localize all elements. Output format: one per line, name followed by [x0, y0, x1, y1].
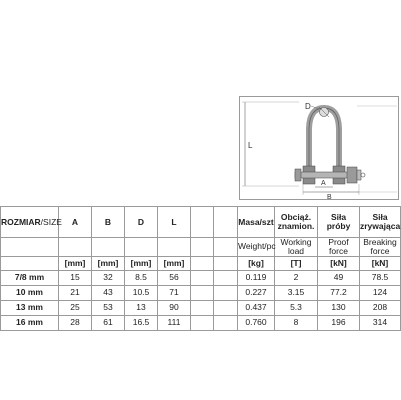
size-subtitle-cell	[1, 238, 59, 257]
cell-mass: 0.760	[238, 315, 275, 330]
size-header-pl: ROZMIAR	[1, 216, 41, 227]
cell-empty	[214, 270, 238, 285]
sub-b	[92, 238, 125, 257]
col-header-break	[360, 207, 401, 238]
cell-l: 90	[158, 300, 191, 315]
col-header-a: A	[59, 207, 92, 238]
subtitle-row	[1, 238, 401, 257]
cell-l: 111	[158, 315, 191, 330]
sub-e2	[214, 238, 238, 257]
wll-title-2: znamion.	[277, 221, 315, 231]
header-row	[1, 207, 401, 238]
table-row	[1, 300, 401, 315]
size-header	[1, 207, 62, 238]
cell-proof: 49	[318, 270, 360, 285]
col-header-proof: Siła próby	[318, 207, 360, 238]
wll-subtitle: Working load	[275, 238, 318, 257]
wll-title-1: Obciąż.	[280, 212, 312, 223]
sub-d	[125, 238, 158, 257]
sub-a	[59, 238, 92, 257]
mass-subtitle: Weight/pc	[238, 238, 275, 257]
cell-size: 10 mm	[1, 285, 59, 300]
label-d: D	[305, 102, 311, 111]
sub-l	[158, 238, 191, 257]
cell-mass: 0.437	[238, 300, 275, 315]
break-subtitle: Breaking force	[360, 238, 401, 257]
cell-wll: 2	[275, 270, 318, 285]
units-row	[1, 256, 401, 270]
cell-empty	[191, 270, 214, 285]
size-units-cell	[1, 256, 59, 270]
shackle-nut	[347, 167, 357, 183]
cell-empty	[214, 315, 238, 330]
col-header-b: B	[92, 207, 125, 238]
label-l: L	[248, 141, 253, 150]
size-header-sep: /	[40, 216, 44, 227]
spec-table	[0, 206, 401, 331]
col-header-d: D	[125, 207, 158, 238]
cell-size: 16 mm	[1, 315, 59, 330]
cell-a: 25	[59, 300, 92, 315]
proof-subtitle: Proof force	[318, 238, 360, 257]
unit-a: [mm]	[59, 256, 92, 270]
unit-e1	[191, 256, 214, 270]
cell-l: 71	[158, 285, 191, 300]
cell-mass: 0.119	[238, 270, 275, 285]
sub-e1	[191, 238, 214, 257]
cell-proof: 130	[318, 300, 360, 315]
cell-empty	[191, 315, 214, 330]
shackle-diagram	[239, 96, 399, 200]
table-row	[1, 315, 401, 330]
cell-break: 78.5	[360, 270, 401, 285]
cell-break: 208	[360, 300, 401, 315]
empty-col-1	[191, 207, 214, 238]
cell-d: 13	[125, 300, 158, 315]
cell-empty	[191, 285, 214, 300]
cell-wll: 3.15	[275, 285, 318, 300]
cell-proof: 77.2	[318, 285, 360, 300]
size-header-en: SIZE	[43, 216, 62, 227]
cell-empty	[214, 285, 238, 300]
cell-mass: 0.227	[238, 285, 275, 300]
cell-b: 32	[92, 270, 125, 285]
table-row	[1, 270, 401, 285]
col-header-l: L	[158, 207, 191, 238]
cell-d: 16.5	[125, 315, 158, 330]
cell-proof: 196	[318, 315, 360, 330]
col-header-mass: Masa/szt	[238, 207, 275, 238]
cell-empty	[214, 300, 238, 315]
cell-b: 43	[92, 285, 125, 300]
cell-a: 28	[59, 315, 92, 330]
cell-d: 8.5	[125, 270, 158, 285]
unit-d: [mm]	[125, 256, 158, 270]
cell-size: 7/8 mm	[1, 270, 59, 285]
cell-l: 56	[158, 270, 191, 285]
label-a: A	[321, 180, 326, 187]
empty-col-2	[214, 207, 238, 238]
cell-d: 10.5	[125, 285, 158, 300]
label-b: B	[327, 194, 332, 201]
cell-size: 13 mm	[1, 300, 59, 315]
cell-wll: 8	[275, 315, 318, 330]
unit-mass: [kg]	[238, 256, 275, 270]
col-header-wll	[275, 207, 318, 238]
unit-b: [mm]	[92, 256, 125, 270]
unit-wll: [T]	[275, 256, 318, 270]
cell-empty	[191, 300, 214, 315]
cell-break: 124	[360, 285, 401, 300]
cell-wll: 5.3	[275, 300, 318, 315]
break-title-1: Siła	[372, 212, 388, 223]
unit-e2	[214, 256, 238, 270]
cell-b: 53	[92, 300, 125, 315]
unit-proof: [kN]	[318, 256, 360, 270]
table-row	[1, 285, 401, 300]
break-title-2: zrywająca	[360, 221, 401, 231]
unit-break: [kN]	[360, 256, 401, 270]
cell-break: 314	[360, 315, 401, 330]
cell-b: 61	[92, 315, 125, 330]
unit-l: [mm]	[158, 256, 191, 270]
cell-a: 21	[59, 285, 92, 300]
cell-a: 15	[59, 270, 92, 285]
